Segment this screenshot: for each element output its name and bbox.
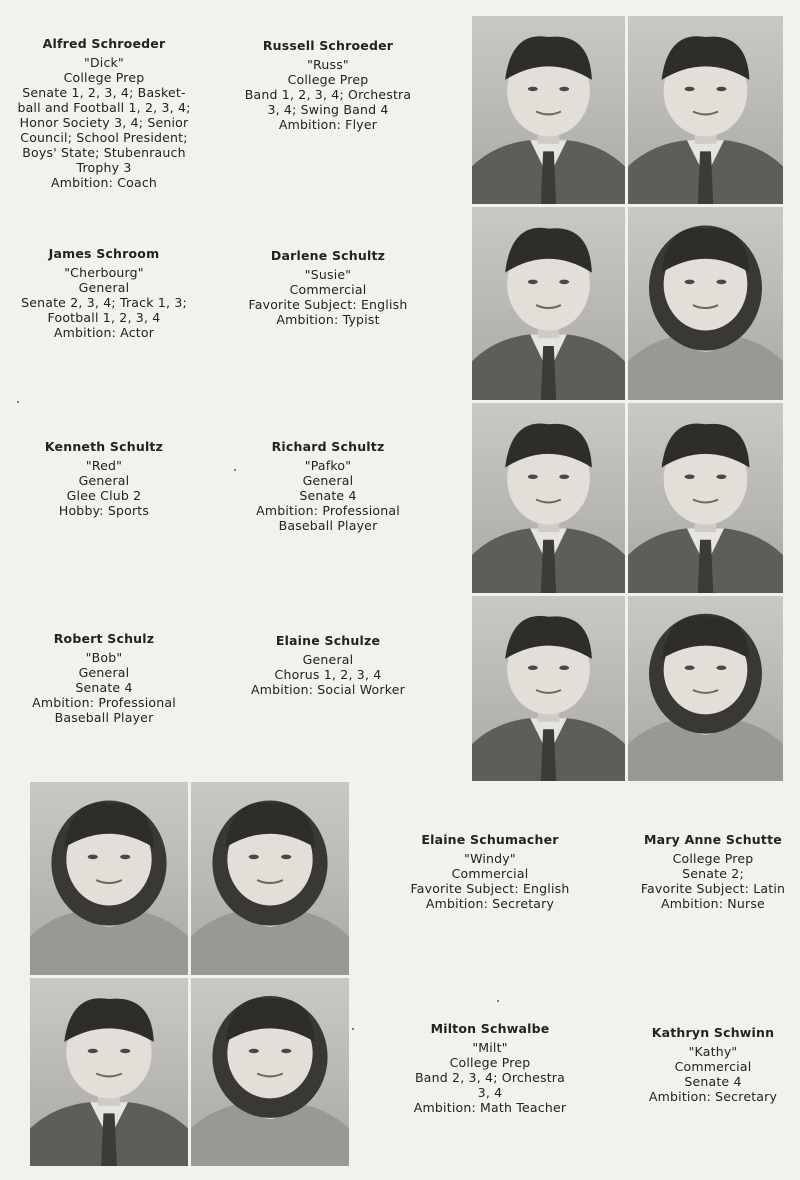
student-detail-line: 3, 4: [477, 1085, 503, 1100]
student-photo: [628, 403, 783, 593]
student-entry: [236, 439, 420, 533]
student-name: Robert Schulz: [53, 631, 155, 646]
student-name: Richard Schultz: [271, 439, 385, 454]
student-detail-line: Honor Society 3, 4; Senior: [19, 115, 189, 130]
student-detail-line: Commercial: [674, 1059, 752, 1074]
student-entry: [14, 246, 194, 340]
student-detail-line: Council; School President;: [20, 130, 188, 145]
student-name: James Schroom: [48, 246, 160, 261]
student-entry: [236, 38, 420, 132]
student-photo: [191, 978, 349, 1166]
student-detail-line: General: [78, 665, 130, 680]
student-photo: [472, 596, 625, 781]
student-photo: [628, 207, 783, 400]
male-portrait-icon: [472, 596, 625, 781]
student-name: Alfred Schroeder: [42, 36, 166, 51]
student-detail-line: Hobby: Sports: [58, 503, 150, 518]
student-detail-line: Ambition: Typist: [276, 312, 380, 327]
student-name: Elaine Schumacher: [421, 832, 559, 847]
student-photo: [472, 403, 625, 593]
male-portrait-icon: [30, 978, 188, 1166]
student-detail-line: Band 1, 2, 3, 4; Orchestra: [244, 87, 412, 102]
student-detail-line: College Prep: [672, 851, 754, 866]
student-detail-line: General: [302, 473, 354, 488]
student-detail-line: Ambition: Coach: [50, 175, 158, 190]
student-detail-line: "Pafko": [304, 458, 352, 473]
student-detail-line: "Russ": [307, 57, 349, 72]
student-detail-line: Chorus 1, 2, 3, 4: [274, 667, 382, 682]
student-detail-line: "Kathy": [688, 1044, 738, 1059]
student-name: Elaine Schulze: [275, 633, 381, 648]
student-detail-line: Ambition: Social Worker: [251, 682, 405, 697]
student-detail-line: Glee Club 2: [66, 488, 142, 503]
student-name: Kenneth Schultz: [44, 439, 164, 454]
print-speck: [234, 469, 236, 471]
print-speck: [17, 401, 19, 403]
student-entry: [396, 1021, 584, 1115]
student-detail-line: Senate 2, 3, 4; Track 1, 3;: [21, 295, 187, 310]
student-detail-line: Ambition: Nurse: [661, 896, 765, 911]
student-detail-line: Favorite Subject: Latin: [640, 881, 786, 896]
student-detail-line: Trophy 3: [76, 160, 132, 175]
male-portrait-icon: [472, 207, 625, 400]
student-detail-line: General: [78, 280, 130, 295]
student-detail-line: Senate 4: [75, 680, 133, 695]
student-photo: [30, 978, 188, 1166]
student-detail-line: "Cherbourg": [64, 265, 144, 280]
student-detail-line: Commercial: [451, 866, 529, 881]
student-detail-line: Football 1, 2, 3, 4: [47, 310, 161, 325]
student-entry: [236, 633, 420, 697]
student-entry: [14, 439, 194, 518]
female-portrait-icon: [191, 782, 349, 975]
female-portrait-icon: [628, 207, 783, 400]
student-detail-line: Senate 1, 2, 3, 4; Basket-: [22, 85, 186, 100]
student-photo: [191, 782, 349, 975]
student-entry: [14, 631, 194, 725]
student-detail-line: General: [302, 652, 354, 667]
print-speck: [352, 1028, 354, 1030]
student-name: Russell Schroeder: [262, 38, 394, 53]
female-portrait-icon: [628, 596, 783, 781]
student-entry: [14, 36, 194, 190]
student-detail-line: "Milt": [472, 1040, 508, 1055]
student-detail-line: "Red": [85, 458, 123, 473]
student-name: Milton Schwalbe: [430, 1021, 550, 1036]
student-detail-line: Favorite Subject: English: [410, 881, 570, 896]
male-portrait-icon: [628, 403, 783, 593]
male-portrait-icon: [628, 16, 783, 204]
student-detail-line: Ambition: Professional: [256, 503, 400, 518]
student-detail-line: "Susie": [304, 267, 352, 282]
student-detail-line: Band 2, 3, 4; Orchestra: [414, 1070, 565, 1085]
student-detail-line: Senate 2;: [682, 866, 744, 881]
student-detail-line: Senate 4: [299, 488, 357, 503]
student-detail-line: General: [78, 473, 130, 488]
student-detail-line: Ambition: Professional: [32, 695, 176, 710]
male-portrait-icon: [472, 16, 625, 204]
student-detail-line: Commercial: [289, 282, 367, 297]
student-detail-line: Ambition: Actor: [53, 325, 155, 340]
student-detail-line: "Dick": [84, 55, 124, 70]
student-detail-line: Ambition: Secretary: [425, 896, 555, 911]
student-detail-line: Ambition: Math Teacher: [413, 1100, 567, 1115]
male-portrait-icon: [472, 403, 625, 593]
student-detail-line: Ambition: Secretary: [648, 1089, 778, 1104]
student-detail-line: Baseball Player: [54, 710, 154, 725]
student-detail-line: College Prep: [63, 70, 145, 85]
female-portrait-icon: [191, 978, 349, 1166]
student-photo: [472, 16, 625, 204]
student-entry: [630, 832, 796, 911]
student-detail-line: ball and Football 1, 2, 3, 4;: [17, 100, 191, 115]
female-portrait-icon: [30, 782, 188, 975]
student-name: Mary Anne Schutte: [644, 832, 782, 847]
student-detail-line: Boys' State; Stubenrauch: [22, 145, 186, 160]
student-detail-line: Senate 4: [684, 1074, 742, 1089]
student-detail-line: Favorite Subject: English: [248, 297, 408, 312]
student-detail-line: Ambition: Flyer: [278, 117, 378, 132]
student-photo: [628, 16, 783, 204]
student-detail-line: "Windy": [464, 851, 516, 866]
student-detail-line: College Prep: [449, 1055, 531, 1070]
student-photo: [628, 596, 783, 781]
print-speck: [497, 1000, 499, 1002]
student-detail-line: College Prep: [287, 72, 369, 87]
student-detail-line: "Bob": [85, 650, 123, 665]
student-entry: [396, 832, 584, 911]
student-detail-line: 3, 4; Swing Band 4: [267, 102, 389, 117]
student-name: Kathryn Schwinn: [651, 1025, 775, 1040]
student-photo: [472, 207, 625, 400]
student-name: Darlene Schultz: [270, 248, 386, 263]
student-photo: [30, 782, 188, 975]
student-entry: [236, 248, 420, 327]
student-detail-line: Baseball Player: [278, 518, 378, 533]
student-entry: [630, 1025, 796, 1104]
